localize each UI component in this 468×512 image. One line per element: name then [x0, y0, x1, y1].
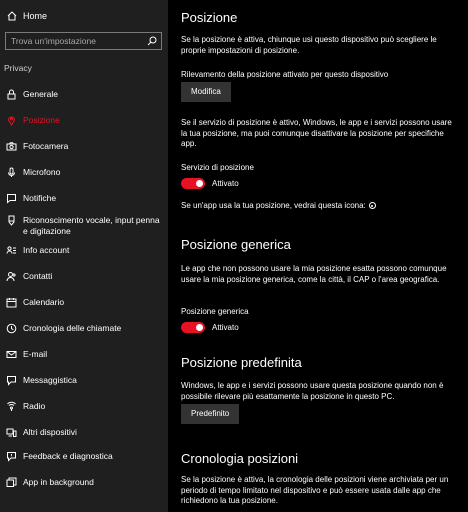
sidebar-item-cronologia-chiamate[interactable]	[0, 319, 168, 339]
default-location-text: Windows, le app e i servizi possono usare questa posizione quando non è possibile rilevare più esattamente la posizione in questo PC.	[181, 381, 444, 401]
sidebar-item-label: Info account	[23, 245, 70, 255]
microphone-icon	[6, 167, 17, 178]
location-history-title: Cronologia posizioni	[181, 451, 299, 466]
sidebar-item-radio[interactable]	[0, 397, 168, 417]
sidebar-item-info-account[interactable]	[0, 241, 168, 261]
sidebar-item-label: Fotocamera	[23, 141, 69, 151]
background-apps-icon	[6, 477, 17, 488]
location-service-toggle[interactable]	[181, 178, 205, 189]
lock-icon	[6, 89, 17, 100]
sidebar-item-label: E-mail	[23, 349, 48, 359]
sidebar-item-label: Feedback e diagnostica	[23, 451, 113, 461]
calendar-icon	[6, 297, 17, 308]
main-content	[168, 0, 468, 512]
sidebar-item-label: Messaggistica	[23, 375, 77, 385]
sidebar-item-label: Cronologia delle chiamate	[23, 323, 122, 333]
location-history-text: Se la posizione è attiva, la cronologia delle posizioni viene archiviata per un periodo di tempo limitato nel dispositivo e può essere usata dalle app che richiedono la tua posizione.	[181, 475, 449, 505]
account-info-icon	[6, 245, 17, 256]
sidebar	[0, 0, 168, 512]
sidebar-item-label: Notifiche	[23, 193, 57, 203]
location-icon	[6, 115, 17, 126]
sidebar-item-posizione[interactable]	[0, 111, 168, 131]
sidebar-item-feedback-diagnostica[interactable]	[0, 447, 168, 467]
sidebar-item-label: Riconoscimento vocale, input penna e digitazione	[23, 215, 160, 236]
sidebar-item-label: Microfono	[23, 167, 61, 177]
devices-icon	[6, 427, 17, 438]
toggle-state: Attivato	[212, 179, 239, 188]
messaging-icon	[6, 375, 17, 386]
sidebar-item-messaggistica[interactable]	[0, 371, 168, 391]
sidebar-item-label: Generale	[23, 89, 58, 99]
icon-note	[181, 201, 455, 212]
pen-icon	[6, 215, 17, 226]
generic-location-label: Posizione generica	[181, 307, 249, 316]
default-button[interactable]: Predefinito	[181, 404, 239, 424]
sidebar-item-label: Calendario	[23, 297, 65, 307]
sidebar-item-microfono[interactable]	[0, 163, 168, 183]
generic-location-text: Le app che non possono usare la mia posizione esatta possono comunque usare la mia posizione generica, come la città, il CAP o l'area geografica.	[181, 264, 447, 284]
sidebar-item-app-in-background[interactable]	[0, 473, 168, 493]
sidebar-item-label: Altri dispositivi	[23, 427, 77, 437]
sidebar-item-email[interactable]	[0, 345, 168, 365]
intro-text: Se la posizione è attiva, chiunque usi questo dispositivo può scegliere le proprie impostazioni di posizione.	[181, 35, 437, 55]
home-link[interactable]	[0, 6, 168, 26]
sidebar-item-notifiche[interactable]	[0, 189, 168, 209]
default-location-title: Posizione predefinita	[181, 355, 302, 370]
sidebar-item-generale[interactable]	[0, 85, 168, 105]
sidebar-item-label: Posizione	[23, 115, 60, 125]
sidebar-item-calendario[interactable]	[0, 293, 168, 313]
toggle-state: Attivato	[212, 323, 239, 332]
feedback-icon	[6, 451, 17, 462]
sidebar-item-fotocamera[interactable]	[0, 137, 168, 157]
page-title: Posizione	[181, 10, 238, 25]
sidebar-item-riconoscimento-vocale[interactable]	[0, 211, 168, 241]
generic-location-toggle[interactable]	[181, 322, 205, 333]
contacts-icon	[6, 271, 17, 282]
sidebar-item-label: App in background	[23, 477, 94, 487]
email-icon	[6, 349, 17, 360]
service-label: Servizio di posizione	[181, 163, 254, 172]
home-label: Home	[23, 11, 48, 21]
camera-icon	[6, 141, 17, 152]
detection-status: Rilevamento della posizione attivato per questo dispositivo	[181, 70, 389, 79]
home-icon	[7, 11, 17, 21]
notification-icon	[6, 193, 17, 204]
icon-note-text: Se un'app usa la tua posizione, vedrai questa icona:	[181, 201, 366, 210]
call-history-icon	[6, 323, 17, 334]
section-title: Privacy	[4, 63, 32, 73]
sidebar-item-altri-dispositivi[interactable]	[0, 423, 168, 443]
location-in-use-icon	[369, 202, 376, 209]
modify-button[interactable]: Modifica	[181, 82, 231, 102]
sidebar-item-label: Contatti	[23, 271, 53, 281]
service-info-text: Se il servizio di posizione è attivo, Windows, le app e i servizi possono usare la tua posizione, ma puoi comunque disattivare la posizione per specifiche app.	[181, 118, 452, 148]
search-box[interactable]	[5, 32, 162, 50]
radio-icon	[6, 401, 17, 412]
search-input[interactable]	[6, 33, 144, 49]
generic-location-title: Posizione generica	[181, 237, 291, 252]
sidebar-item-contatti[interactable]	[0, 267, 168, 287]
sidebar-item-label: Radio	[23, 401, 46, 411]
search-icon[interactable]	[147, 36, 157, 46]
